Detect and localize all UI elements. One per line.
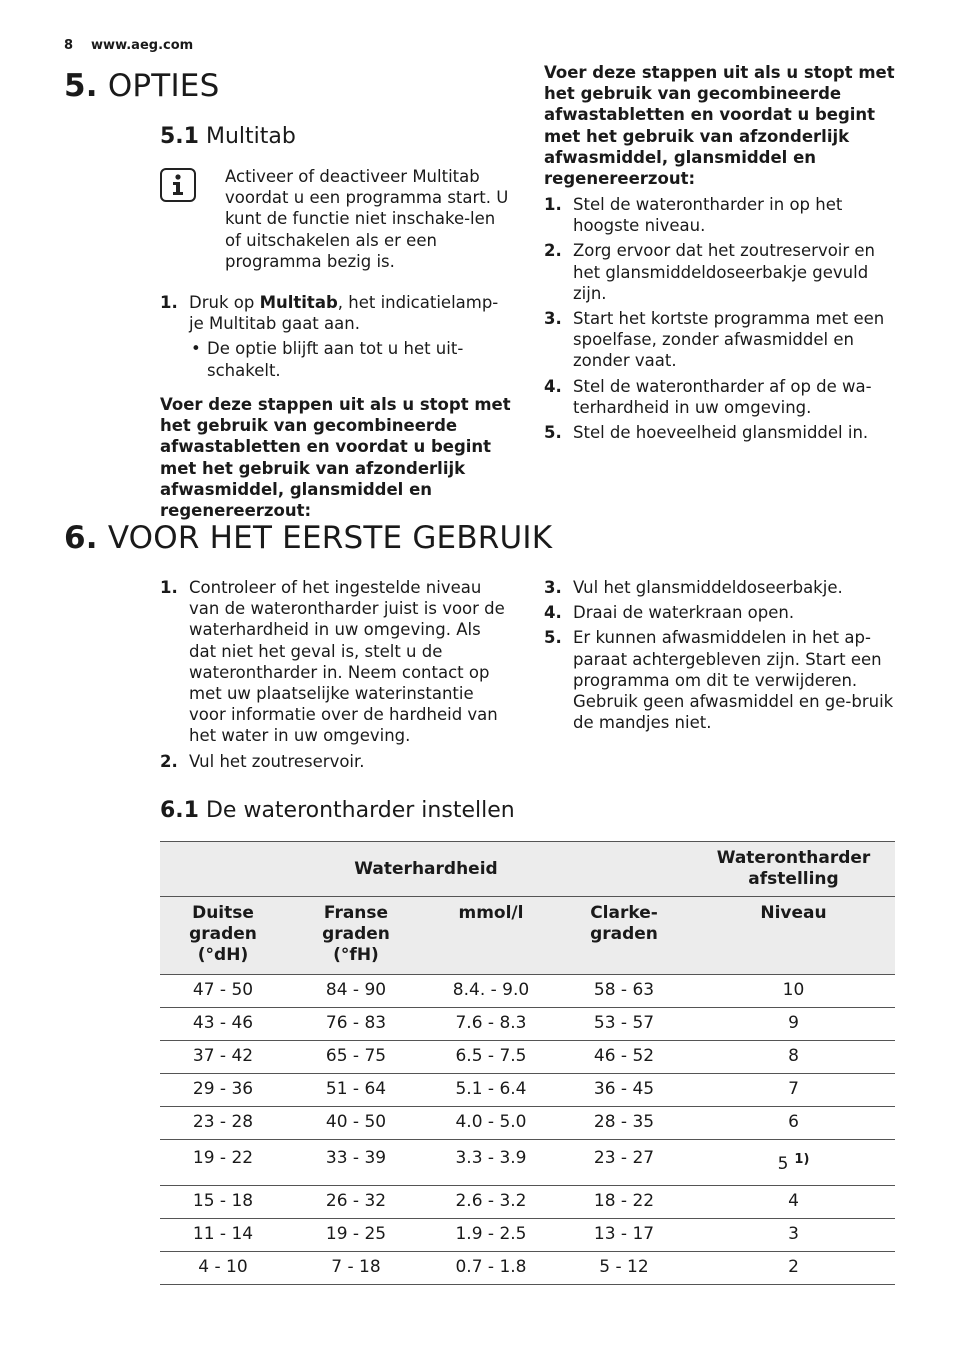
header-line: Franse [323,903,389,923]
step-text: Draai de waterkraan open. [573,603,795,623]
step-number: 3. [544,309,562,329]
step-text: Vul het glansmiddeldoseerbakje. [573,578,843,597]
cell-mmol: 7.6 - 8.3 [455,1013,527,1033]
cell-mmol: 3.3 - 3.9 [455,1147,527,1168]
website-link[interactable]: www.aeg.com [91,38,194,53]
multitab-steps [160,292,510,385]
cell-level: 2 [788,1257,799,1277]
cell-level: 4 [788,1191,799,1211]
step-text: Zorg ervoor dat het zoutreservoir en het glansmiddeldoseerbakje gevuld zijn. [573,241,876,303]
subsection-6-1-heading [160,798,515,823]
bullet-item [189,338,510,380]
list-item [544,422,896,443]
column-header-dh [160,897,286,975]
header-line: graden [189,924,257,944]
list-item [544,627,896,733]
step-number: 5. [544,423,562,443]
table-row [160,1008,895,1041]
step-text: Stel de hoeveelheid glansmiddel in. [573,423,869,443]
column-header-clarke [556,897,692,975]
section-number: 6. [64,520,98,556]
cell-dh: 47 - 50 [192,980,254,1000]
header-line: Duitse [192,903,254,923]
cell-dh: 37 - 42 [192,1046,254,1066]
step-text: Start het kortste programma met een spoelfase, zonder afwasmiddel en zonder vaat. [573,309,885,371]
tablet-instruction-text: Voer deze stappen uit als u stopt met het gebruik van gecombineerde afwastabletten en voordat u begint met het gebruik van afzonderlijk afwasmiddel, glansmiddel en regenereerzout: [544,63,895,189]
table-row [160,1107,895,1140]
water-hardness-table [160,841,895,1285]
cell-mmol: 8.4. - 9.0 [452,980,530,1000]
cell-clarke: 23 - 27 [593,1147,655,1168]
column-header-fh [286,897,426,975]
step-number: 2. [160,751,178,771]
table-row [160,1186,895,1219]
table-column-header [160,897,895,975]
section-title: VOOR HET EERSTE GEBRUIK [107,520,553,556]
cell-level: 9 [788,1013,799,1033]
list-item [160,751,512,772]
column-header-mmol: mmol/l [426,897,556,975]
cell-dh: 15 - 18 [192,1191,254,1211]
header-line: graden [590,924,658,944]
cell-level: 6 [788,1112,799,1132]
cell-fh: 51 - 64 [325,1079,387,1099]
cell-level: 10 [782,980,805,1000]
step-number: 4. [544,603,562,623]
section-title: OPTIES [107,68,220,104]
step-number: 3. [544,578,562,597]
step-number: 4. [544,376,562,396]
footnote-marker: 1) [794,1152,810,1167]
cell-dh: 29 - 36 [192,1079,254,1099]
first-use-steps-left [160,577,512,776]
step-number: 1. [160,578,178,597]
section-6-heading [64,520,552,556]
cell-clarke: 53 - 57 [593,1013,655,1033]
cell-fh: 65 - 75 [325,1046,387,1066]
cell-mmol: 5.1 - 6.4 [455,1079,527,1099]
step-text: Vul het zoutreservoir. [189,751,365,771]
group-header-softener-setting [692,842,895,897]
cell-clarke: 13 - 17 [593,1224,655,1244]
cell-dh: 19 - 22 [192,1147,254,1168]
subsection-title: De waterontharder instellen [205,798,515,823]
header-line: (°dH) [197,945,249,965]
header-line: Waterontharder [716,848,871,868]
table-row [160,1041,895,1074]
cell-clarke: 36 - 45 [593,1079,655,1099]
bullet-text: De optie blijft aan tot u het uit-schakelt. [207,339,464,380]
page-header [64,38,211,53]
cell-fh: 76 - 83 [325,1013,387,1033]
table-group-header [160,842,895,897]
header-line: graden [322,924,390,944]
step-text: Stel de waterontharder af op de wa-terhardheid in uw omgeving. [573,376,872,417]
cell-clarke: 5 - 12 [599,1257,649,1277]
list-item [160,292,510,381]
list-item [544,577,896,598]
cell-level: 3 [788,1224,799,1244]
cell-mmol: 0.7 - 1.8 [455,1257,527,1277]
cell-mmol: 6.5 - 7.5 [455,1046,527,1066]
step-bold-keyword: Multitab [259,293,338,312]
cell-dh: 23 - 28 [192,1112,254,1132]
section-5-heading [64,68,219,104]
table-row [160,1140,895,1186]
column-header-level: Niveau [692,897,895,975]
cell-fh: 84 - 90 [325,980,387,1000]
cell-fh: 7 - 18 [331,1257,381,1277]
cell-fh: 19 - 25 [325,1224,387,1244]
table-row [160,1074,895,1107]
bullet-dot: • [191,339,201,359]
cell-mmol: 4.0 - 5.0 [455,1112,527,1132]
cell-mmol: 1.9 - 2.5 [455,1224,527,1244]
cell-clarke: 28 - 35 [593,1112,655,1132]
step-number: 5. [544,628,562,648]
cell-clarke: 46 - 52 [593,1046,655,1066]
info-note: Activeer of deactiveer Multitab voordat u een programma start. U kunt de functie niet inschake-len of uitschakelen als er een programma bezig is. [225,167,509,271]
cell-fh: 40 - 50 [325,1112,387,1132]
list-item [544,376,896,418]
group-header-waterhardness: Waterhardheid [160,842,692,897]
first-use-steps-right [544,577,896,737]
cell-clarke: 18 - 22 [593,1191,655,1211]
tablet-instruction-text: Voer deze stappen uit als u stopt met het gebruik van gecombineerde afwastabletten en voordat u begint met het gebruik van afzonderlijk afwasmiddel, glansmiddel en regenereerzout: [160,395,511,521]
step-text: Druk op [189,293,260,312]
step-text: Stel de waterontharder in op het hoogste niveau. [573,195,843,236]
cell-fh: 26 - 32 [325,1191,387,1211]
table-row [160,1219,895,1252]
step-text: Er kunnen afwasmiddelen in het ap-paraat achtergebleven zijn. Start een programma om dit te verwijderen. Gebruik geen afwasmiddel en ge-bruik de mandjes niet. [573,628,894,733]
table-row [160,975,895,1008]
tablet-instruction-col1 [160,394,513,521]
subsection-5-1-heading [160,124,296,149]
cell-level: 7 [788,1079,799,1099]
cell-dh: 11 - 14 [192,1224,254,1244]
cell-fh: 33 - 39 [325,1147,387,1168]
cell-level [692,1140,895,1186]
table-row [160,1252,895,1285]
list-item [544,240,896,304]
step-number: 1. [544,195,562,214]
list-item [544,602,896,623]
list-item [544,194,896,236]
step-text: Controleer of het ingestelde niveau van de waterontharder juist is voor de waterhardheid in uw omgeving. Als dat niet het geval is, stelt u de waterontharder in. Neem contact op met uw plaatselijke waterinstantie voor informatie over de hardheid van het water in uw omgeving. [189,578,505,746]
cell-mmol: 2.6 - 3.2 [455,1191,527,1211]
list-item [160,577,512,747]
info-icon [160,168,196,202]
subsection-number: 6.1 [160,798,199,823]
cell-dh: 4 - 10 [198,1257,248,1277]
level-value: 5 [777,1154,789,1174]
header-line: afstelling [748,869,839,889]
subsection-number: 5.1 [160,124,199,149]
step-text: , het indicatielamp-je Multitab gaat aan. [189,293,499,334]
tablet-instruction-col2 [544,63,897,190]
tablet-steps [544,194,896,447]
cell-dh: 43 - 46 [192,1013,254,1033]
cell-clarke: 58 - 63 [593,980,655,1000]
section-number: 5. [64,68,98,104]
list-item [544,308,896,372]
step-number: 2. [544,241,562,261]
cell-level: 8 [788,1046,799,1066]
header-line: Clarke- [590,903,658,923]
header-line: (°fH) [333,945,379,965]
page-number: 8 [64,38,74,53]
subsection-title: Multitab [205,124,296,149]
step-number: 1. [160,293,178,312]
